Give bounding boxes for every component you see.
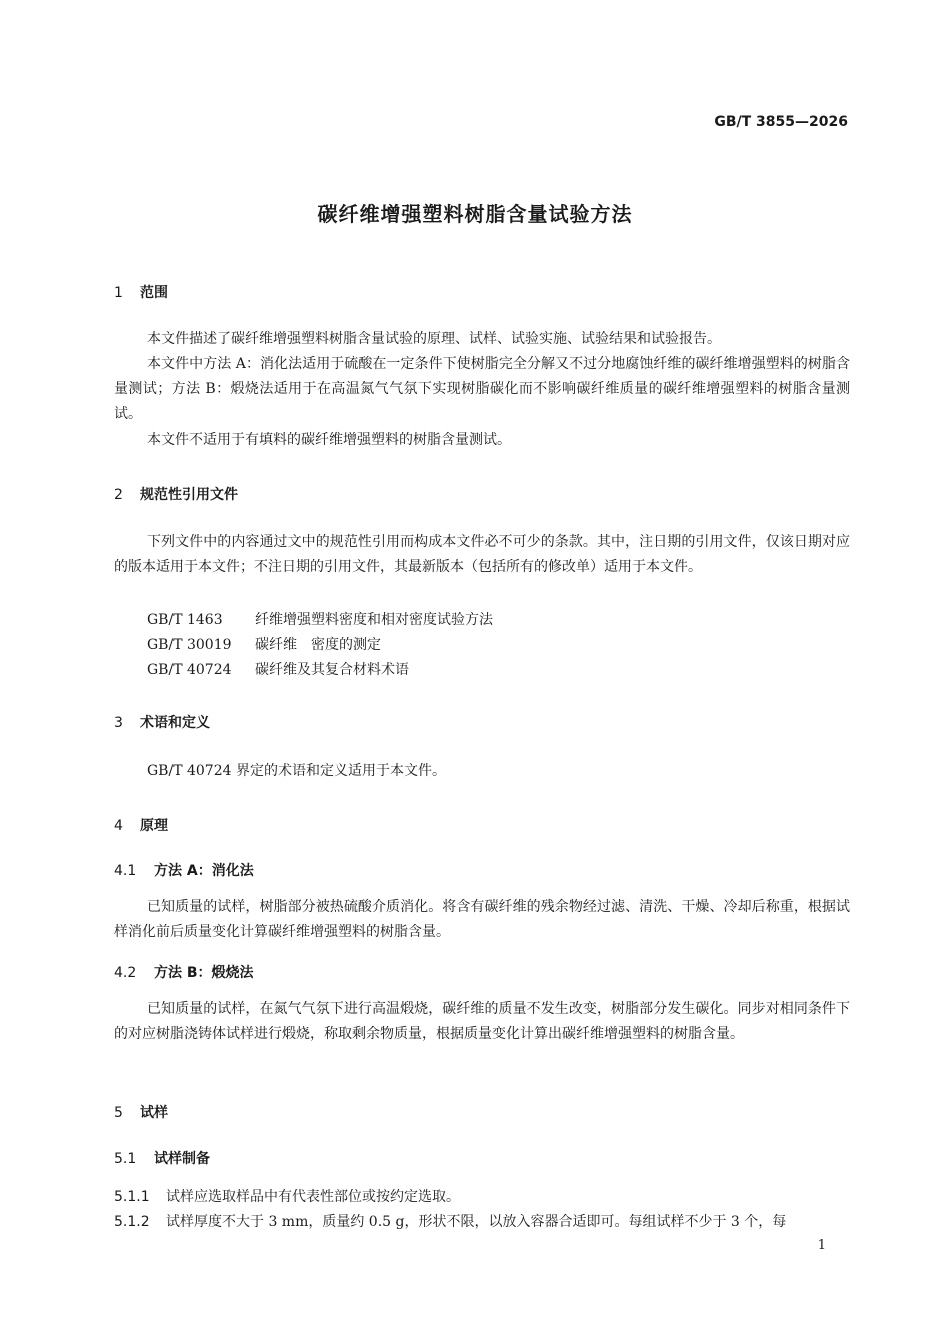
clause-number: 5.1.1: [114, 1189, 150, 1205]
section-number: 3: [114, 715, 123, 731]
section-1-heading: [114, 282, 168, 302]
page-number: 1: [817, 1238, 826, 1253]
reference-item: [147, 634, 381, 654]
section-2-para-1: 下列文件中的内容通过文中的规范性引用而构成本文件必不可少的条款。其中，注日期的引用文件，仅该日期对应的版本适用于本文件；不注日期的引用文件，其最新版本（包括所有的修改单）适用于本文件。: [114, 534, 850, 575]
section-5-heading: [114, 1102, 168, 1122]
clause-text: 试样厚度不大于 3 mm，质量约 0.5 g，形状不限，以放入容器合适即可。每组试样不少于 3 个，每: [166, 1214, 787, 1230]
reference-item: [147, 609, 493, 629]
reference-code: GB/T 1463: [147, 612, 223, 628]
section-1-para-2: 本文件中方法 A：消化法适用于硫酸在一定条件下使树脂完全分解又不过分地腐蚀纤维的碳纤维增强塑料的树脂含量测试；方法 B：煅烧法适用于在高温氮气气氛下实现树脂碳化而不影响碳纤维质量的碳纤维增强塑料的树脂含量测试。: [114, 356, 850, 422]
subsection-title: 方法 B：煅烧法: [154, 965, 254, 981]
clause-text: 试样应选取样品中有代表性部位或按约定选取。: [166, 1189, 460, 1205]
section-number: 1: [114, 285, 123, 301]
clause-5-1-2: [114, 1211, 786, 1231]
section-number: 5: [114, 1105, 123, 1121]
section-2-heading: [114, 484, 238, 504]
reference-title: 碳纤维 密度的测定: [255, 637, 381, 653]
section-3-heading: [114, 712, 210, 732]
clause-5-1-1: [114, 1186, 460, 1206]
subsection-number: 4.2: [114, 965, 137, 981]
section-title: 原理: [140, 818, 168, 834]
section-title: 术语和定义: [140, 715, 210, 731]
section-4-heading: [114, 815, 168, 835]
section-title: 范围: [140, 285, 168, 301]
subsection-5-1-heading: [114, 1148, 210, 1168]
reference-title: 碳纤维及其复合材料术语: [255, 662, 409, 678]
reference-title: 纤维增强塑料密度和相对密度试验方法: [255, 612, 493, 628]
subsection-number: 4.1: [114, 863, 137, 879]
section-number: 2: [114, 487, 123, 503]
section-1-para-1: 本文件描述了碳纤维增强塑料树脂含量试验的原理、试样、试验实施、试验结果和试验报告。: [147, 331, 721, 347]
clause-number: 5.1.2: [114, 1214, 150, 1230]
reference-code: GB/T 30019: [147, 637, 232, 653]
section-3-para-1: GB/T 40724 界定的术语和定义适用于本文件。: [147, 763, 446, 779]
section-title: 规范性引用文件: [140, 487, 238, 503]
section-title: 试样: [140, 1105, 168, 1121]
reference-item: [147, 659, 409, 679]
subsection-title: 方法 A：消化法: [154, 863, 254, 879]
subsection-4-2-heading: [114, 962, 254, 982]
document-title: 碳纤维增强塑料树脂含量试验方法: [317, 202, 633, 226]
subsection-number: 5.1: [114, 1151, 137, 1167]
subsection-4-1-heading: [114, 860, 254, 880]
subsection-4-2-para: 已知质量的试样，在氮气气氛下进行高温煅烧，碳纤维的质量不发生改变，树脂部分发生碳化。同步对相同条件下的对应树脂浇铸体试样进行煅烧，称取剩余物质量，根据质量变化计算出碳纤维增强塑料的树脂含量。: [114, 1001, 850, 1042]
subsection-title: 试样制备: [154, 1151, 210, 1167]
subsection-4-1-para: 已知质量的试样，树脂部分被热硫酸介质消化。将含有碳纤维的残余物经过滤、清洗、干燥、冷却后称重，根据试样消化前后质量变化计算碳纤维增强塑料的树脂含量。: [114, 899, 850, 940]
reference-code: GB/T 40724: [147, 662, 232, 678]
section-number: 4: [114, 818, 123, 834]
section-1-para-3: 本文件不适用于有填料的碳纤维增强塑料的树脂含量测试。: [147, 432, 511, 448]
standard-code: GB/T 3855—2026: [714, 114, 848, 130]
